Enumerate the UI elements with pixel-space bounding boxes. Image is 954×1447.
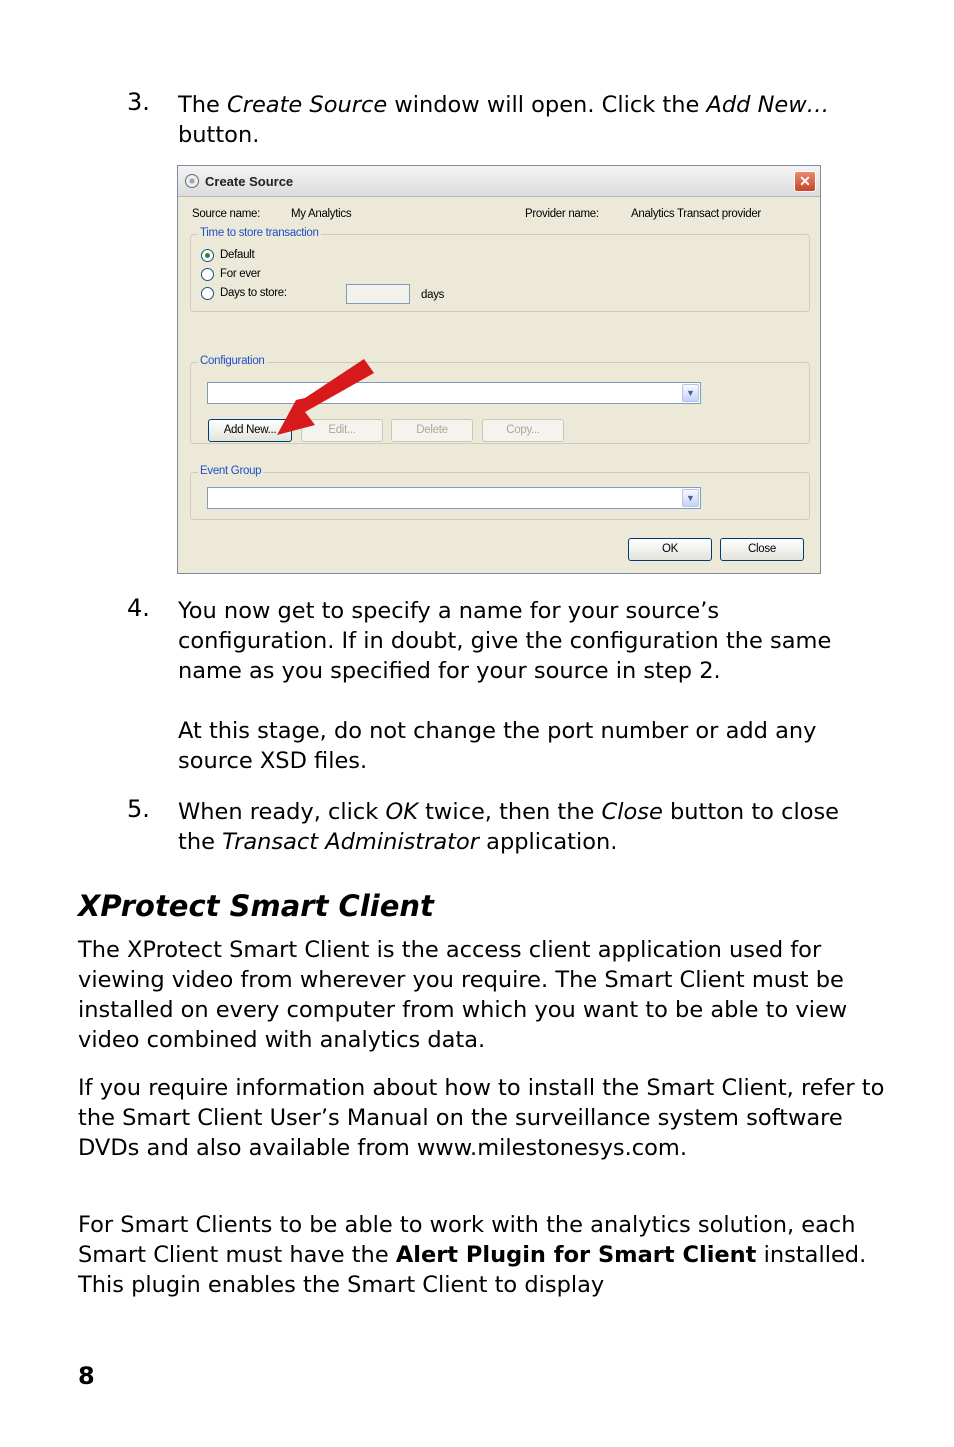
close-icon[interactable]: ✕ bbox=[794, 171, 816, 192]
step-number: 3. bbox=[127, 88, 150, 116]
text-run: The bbox=[178, 92, 227, 118]
time-group-label: Time to store transaction bbox=[200, 227, 319, 239]
source-name-value: My Analytics bbox=[291, 208, 352, 220]
text-run: You now get to specify a name for your source’s configuration. If in doubt, give the configuration the same name as you specified for your source in step 2. bbox=[178, 598, 832, 684]
step-paragraph bbox=[178, 90, 878, 150]
step-number: 5. bbox=[127, 795, 150, 823]
red-arrow-shape bbox=[277, 359, 374, 435]
bold-text: Alert Plugin for Smart Client bbox=[395, 1242, 757, 1268]
step-number: 4. bbox=[127, 594, 150, 622]
radio-forever-label: For ever bbox=[220, 268, 261, 280]
italic-text: OK bbox=[385, 799, 418, 825]
page-number: 8 bbox=[78, 1362, 95, 1390]
text-run: window will open. Click the bbox=[387, 92, 707, 118]
add-new-button[interactable]: Add New... bbox=[208, 419, 292, 442]
text-run: At this stage, do not change the port number or add any source XSD files. bbox=[178, 718, 817, 774]
text-run: button. bbox=[178, 122, 260, 148]
italic-text: Transact Administrator bbox=[222, 829, 480, 855]
dialog-title: Create Source bbox=[205, 174, 294, 189]
step-paragraph bbox=[178, 716, 878, 776]
body-paragraph bbox=[78, 935, 898, 1055]
text-run: button to close the bbox=[178, 799, 840, 855]
provider-name-label: Provider name: bbox=[525, 208, 599, 220]
red-arrow-annotation bbox=[178, 166, 821, 574]
italic-text: Close bbox=[601, 799, 663, 825]
ok-button[interactable]: OK bbox=[628, 538, 712, 561]
step-paragraph bbox=[178, 596, 878, 686]
step-paragraph bbox=[178, 797, 878, 857]
text-run: If you require information about how to install the Smart Client, refer to the Smart Client User’s Manual on the surveillance system software DVDs and also available from www.milestonesys.com. bbox=[78, 1075, 885, 1161]
step-text bbox=[178, 797, 878, 857]
radio-default-label: Default bbox=[220, 249, 255, 261]
source-name-label: Source name: bbox=[192, 208, 260, 220]
days-unit-label: days bbox=[421, 289, 445, 301]
body-paragraph bbox=[78, 1073, 898, 1163]
close-button[interactable]: Close bbox=[720, 538, 804, 561]
event-group-label: Event Group bbox=[200, 465, 262, 477]
text-run: The XProtect Smart Client is the access client application used for viewing video from wherever you require. The Smart Client must be installed on every computer from which you want to be able to view video combined with analytics data. bbox=[78, 937, 848, 1053]
config-group-label: Configuration bbox=[200, 355, 265, 367]
section-heading: XProtect Smart Client bbox=[78, 889, 434, 923]
text-run: application. bbox=[479, 829, 618, 855]
delete-button[interactable]: Delete bbox=[391, 419, 473, 442]
create-source-dialog bbox=[177, 165, 821, 574]
step-text bbox=[178, 90, 878, 150]
copy-button[interactable]: Copy... bbox=[482, 419, 564, 442]
italic-text: Create Source bbox=[227, 92, 388, 118]
text-run: For Smart Clients to be able to work with the analytics solution, each Smart Client must have the bbox=[78, 1212, 856, 1268]
text-run: twice, then the bbox=[417, 799, 602, 825]
radio-days-label: Days to store: bbox=[220, 287, 287, 299]
provider-name-value: Analytics Transact provider bbox=[631, 208, 761, 220]
chevron-down-icon[interactable]: ▼ bbox=[682, 489, 699, 507]
italic-text: Add New… bbox=[706, 92, 830, 118]
text-run: installed. This plugin enables the Smart Client to display bbox=[78, 1242, 867, 1298]
edit-button[interactable]: Edit... bbox=[301, 419, 383, 442]
body-paragraph bbox=[78, 1210, 898, 1300]
step-text bbox=[178, 596, 878, 776]
text-run: When ready, click bbox=[178, 799, 386, 825]
chevron-down-icon[interactable]: ▼ bbox=[682, 384, 699, 402]
